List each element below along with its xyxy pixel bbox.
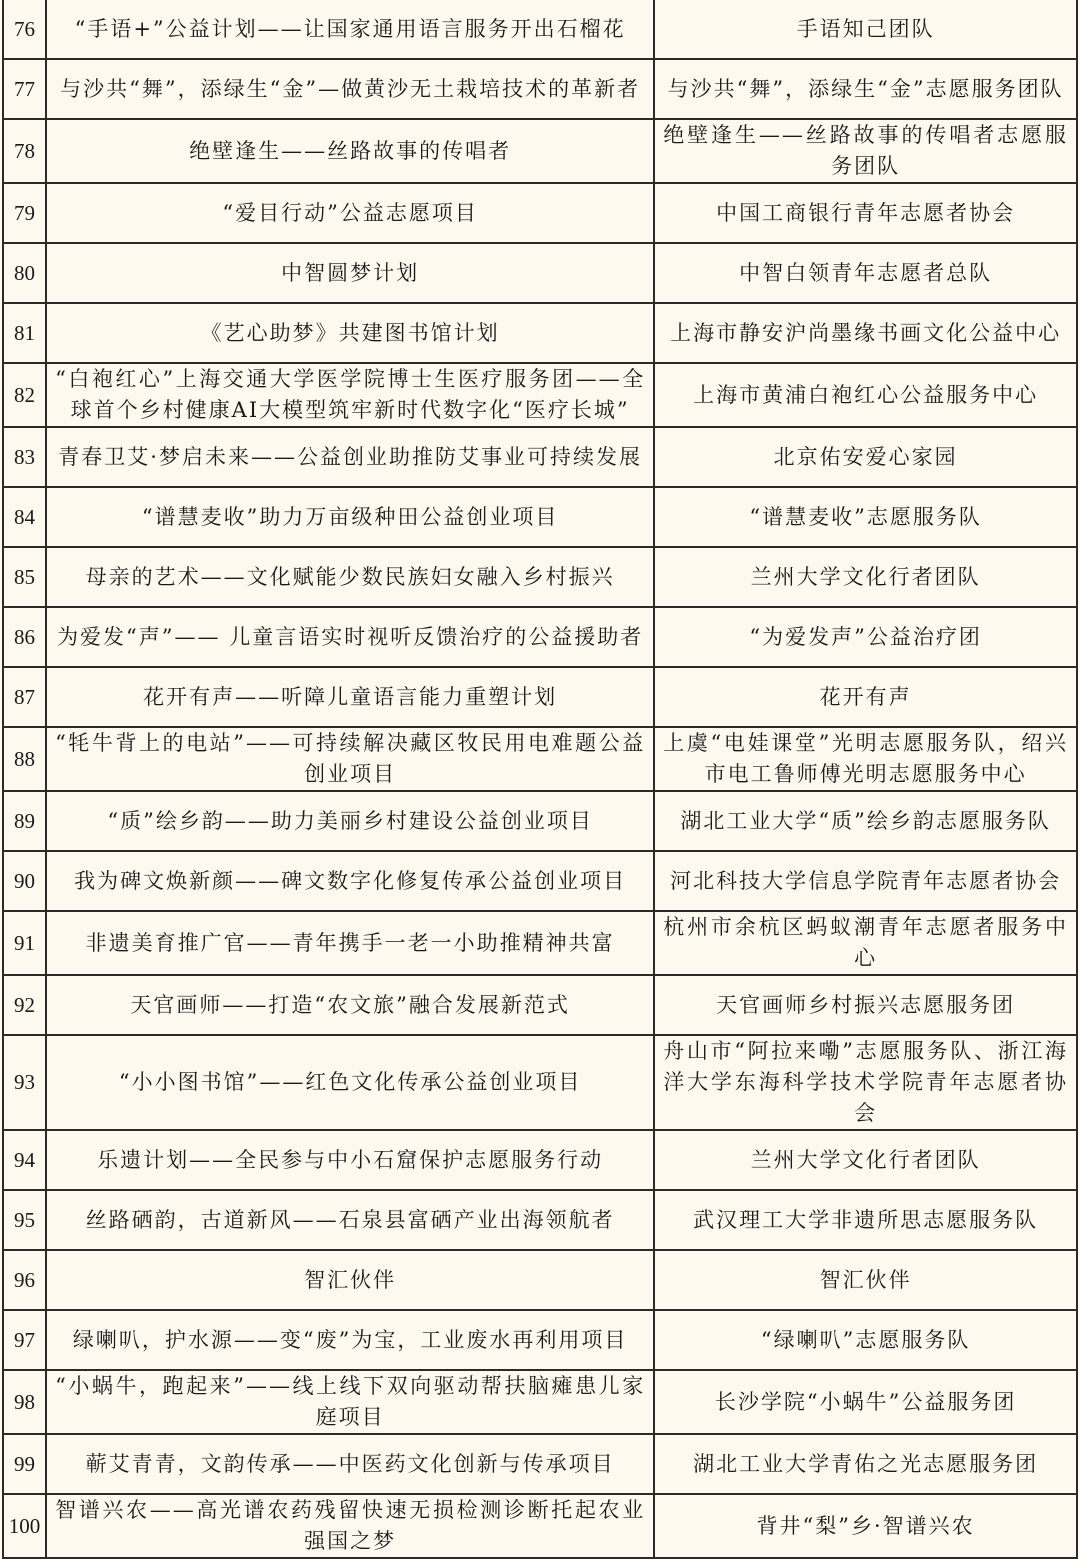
team-name-cell: 中智白领青年志愿者总队: [654, 243, 1077, 303]
team-name-cell: 绝壁逢生——丝路故事的传唱者志愿服务团队: [654, 119, 1077, 183]
project-name-cell: 智谱兴农——高光谱农药残留快速无损检测诊断托起农业强国之梦: [46, 1494, 654, 1558]
table-row: [3, 667, 1077, 727]
table-row: [3, 791, 1077, 851]
row-number: 78: [3, 119, 46, 183]
team-name-cell: 河北科技大学信息学院青年志愿者协会: [654, 851, 1077, 911]
row-number: 83: [3, 427, 46, 487]
table-row: [3, 183, 1077, 243]
project-name-cell: 我为碑文焕新颜——碑文数字化修复传承公益创业项目: [46, 851, 654, 911]
project-name-cell: “手语+”公益计划——让国家通用语言服务开出石榴花: [46, 0, 654, 59]
team-name-cell: “为爱发声”公益治疗团: [654, 607, 1077, 667]
project-name-cell: “爱目行动”公益志愿项目: [46, 183, 654, 243]
table-row: [3, 59, 1077, 119]
team-name-cell: 花开有声: [654, 667, 1077, 727]
project-name-cell: 蕲艾青青，文韵传承——中医药文化创新与传承项目: [46, 1434, 654, 1494]
team-name-cell: 天官画师乡村振兴志愿服务团: [654, 975, 1077, 1035]
team-name-cell: 与沙共“舞”，添绿生“金”志愿服务团队: [654, 59, 1077, 119]
team-name-cell: “谱慧麦收”志愿服务队: [654, 487, 1077, 547]
project-name-cell: 与沙共“舞”，添绿生“金”—做黄沙无土栽培技术的革新者: [46, 59, 654, 119]
project-name-cell: 中智圆梦计划: [46, 243, 654, 303]
project-name-cell: 乐遗计划——全民参与中小石窟保护志愿服务行动: [46, 1130, 654, 1190]
team-name-cell: 北京佑安爱心家园: [654, 427, 1077, 487]
row-number: 89: [3, 791, 46, 851]
row-number: 77: [3, 59, 46, 119]
row-number: 100: [3, 1494, 46, 1558]
row-number: 95: [3, 1190, 46, 1250]
row-number: 81: [3, 303, 46, 363]
table-row: [3, 243, 1077, 303]
team-name-cell: 智汇伙伴: [654, 1250, 1077, 1310]
table-row: [3, 487, 1077, 547]
table-body: [3, 0, 1077, 1558]
table-row: [3, 303, 1077, 363]
project-name-cell: 青春卫艾·梦启未来——公益创业助推防艾事业可持续发展: [46, 427, 654, 487]
team-name-cell: 湖北工业大学“质”绘乡韵志愿服务队: [654, 791, 1077, 851]
team-name-cell: 湖北工业大学青佑之光志愿服务团: [654, 1434, 1077, 1494]
table-row: [3, 547, 1077, 607]
row-number: 93: [3, 1035, 46, 1130]
team-name-cell: 兰州大学文化行者团队: [654, 1130, 1077, 1190]
row-number: 98: [3, 1370, 46, 1434]
table-row: [3, 911, 1077, 975]
table-row: [3, 727, 1077, 791]
team-name-cell: 武汉理工大学非遗所思志愿服务队: [654, 1190, 1077, 1250]
table-row: [3, 1035, 1077, 1130]
row-number: 87: [3, 667, 46, 727]
row-number: 88: [3, 727, 46, 791]
row-number: 92: [3, 975, 46, 1035]
project-name-cell: 非遗美育推广官——青年携手一老一小助推精神共富: [46, 911, 654, 975]
row-number: 96: [3, 1250, 46, 1310]
row-number: 97: [3, 1310, 46, 1370]
project-name-cell: 丝路硒韵，古道新风——石泉县富硒产业出海领航者: [46, 1190, 654, 1250]
project-name-cell: 花开有声——听障儿童语言能力重塑计划: [46, 667, 654, 727]
team-name-cell: 上海市静安沪尚墨缘书画文化公益中心: [654, 303, 1077, 363]
row-number: 80: [3, 243, 46, 303]
table-row: [3, 851, 1077, 911]
row-number: 79: [3, 183, 46, 243]
table-row: [3, 607, 1077, 667]
table-row: [3, 119, 1077, 183]
team-name-cell: 杭州市余杭区蚂蚁潮青年志愿者服务中心: [654, 911, 1077, 975]
project-name-cell: 天官画师——打造“农文旅”融合发展新范式: [46, 975, 654, 1035]
project-name-cell: “质”绘乡韵——助力美丽乡村建设公益创业项目: [46, 791, 654, 851]
row-number: 86: [3, 607, 46, 667]
table-row: [3, 427, 1077, 487]
row-number: 99: [3, 1434, 46, 1494]
project-name-cell: “牦牛背上的电站”——可持续解决藏区牧民用电难题公益创业项目: [46, 727, 654, 791]
project-name-cell: “谱慧麦收”助力万亩级种田公益创业项目: [46, 487, 654, 547]
row-number: 84: [3, 487, 46, 547]
project-name-cell: 《艺心助梦》共建图书馆计划: [46, 303, 654, 363]
row-number: 85: [3, 547, 46, 607]
team-name-cell: 上海市黄浦白袍红心公益服务中心: [654, 363, 1077, 427]
team-name-cell: 兰州大学文化行者团队: [654, 547, 1077, 607]
table-row: [3, 1190, 1077, 1250]
project-name-cell: 为爱发“声”—— 儿童言语实时视听反馈治疗的公益援助者: [46, 607, 654, 667]
table-row: [3, 1434, 1077, 1494]
table-row: [3, 1494, 1077, 1558]
row-number: 94: [3, 1130, 46, 1190]
row-number: 76: [3, 0, 46, 59]
table-row: [3, 0, 1077, 59]
table-row: [3, 363, 1077, 427]
project-name-cell: 智汇伙伴: [46, 1250, 654, 1310]
project-name-cell: “小蜗牛，跑起来”——线上线下双向驱动帮扶脑瘫患儿家庭项目: [46, 1370, 654, 1434]
team-name-cell: 手语知己团队: [654, 0, 1077, 59]
table-row: [3, 1370, 1077, 1434]
team-name-cell: 舟山市“阿拉来嘞”志愿服务队、浙江海洋大学东海科学技术学院青年志愿者协会: [654, 1035, 1077, 1130]
project-name-cell: “白袍红心”上海交通大学医学院博士生医疗服务团——全球首个乡村健康AI大模型筑牢新时代数字化“医疗长城”: [46, 363, 654, 427]
row-number: 82: [3, 363, 46, 427]
team-name-cell: 长沙学院“小蜗牛”公益服务团: [654, 1370, 1077, 1434]
row-number: 91: [3, 911, 46, 975]
table-row: [3, 1130, 1077, 1190]
project-name-cell: “小小图书馆”——红色文化传承公益创业项目: [46, 1035, 654, 1130]
table-row: [3, 1310, 1077, 1370]
table-row: [3, 1250, 1077, 1310]
team-name-cell: 上虞“电娃课堂”光明志愿服务队，绍兴市电工鲁师傅光明志愿服务中心: [654, 727, 1077, 791]
project-name-cell: 绿喇叭，护水源——变“废”为宝，工业废水再利用项目: [46, 1310, 654, 1370]
project-name-cell: 母亲的艺术——文化赋能少数民族妇女融入乡村振兴: [46, 547, 654, 607]
team-name-cell: 背井“梨”乡·智谱兴农: [654, 1494, 1077, 1558]
team-name-cell: 中国工商银行青年志愿者协会: [654, 183, 1077, 243]
project-name-cell: 绝壁逢生——丝路故事的传唱者: [46, 119, 654, 183]
row-number: 90: [3, 851, 46, 911]
team-name-cell: “绿喇叭”志愿服务队: [654, 1310, 1077, 1370]
table-row: [3, 975, 1077, 1035]
project-list-table: [2, 0, 1078, 1559]
